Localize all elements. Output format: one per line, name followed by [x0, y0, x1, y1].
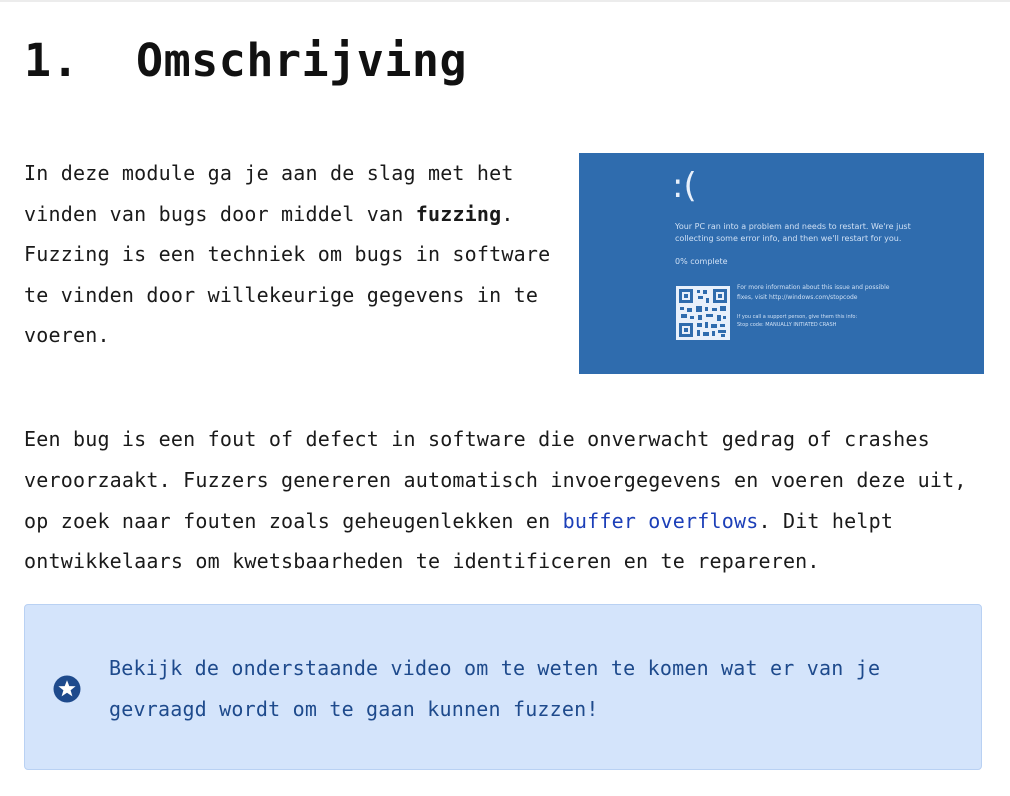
body-text-start: Een bug is een fout of defect in software die onverwacht gedrag of crashes veroorzaakt. Fuzzers genereren automatisch invoergegevens en voeren deze uit, op zoek naar fouten zoals geheugenlekken en: [24, 427, 967, 533]
bsod-support-text: If you call a support person, give them this info:: [737, 314, 858, 320]
bsod-info: For more information about this issue and possible fixes, visit http://windows.com/stopcode: [737, 284, 890, 301]
intro-text-start: In deze module ga je aan de slag met het vinden van bugs door middel van: [24, 161, 514, 226]
top-divider: [0, 0, 1010, 2]
bsod-frown: :(: [672, 166, 697, 206]
bsod-image: [579, 153, 984, 374]
section-title: Omschrijving: [136, 34, 468, 87]
intro-bold-term: fuzzing: [415, 201, 502, 226]
bsod-message: Your PC ran into a problem and needs to restart. We're just collecting some error info, and then we'll restart for you.: [675, 222, 911, 243]
qr-code-icon: [676, 286, 730, 340]
section-number: 1.: [24, 34, 80, 87]
callout-text: Bekijk de onderstaande video om te weten te komen wat er van je gevraagd wordt om te gaan kunnen fuzzen!: [109, 656, 881, 721]
bsod-progress: 0% complete: [675, 257, 728, 266]
intro-text-end: . Fuzzing is een techniek om bugs in software te vinden door willekeurige gegevens in te voeren.: [24, 201, 551, 347]
intro-paragraph: [24, 153, 559, 356]
bsod-stop-code-text: Stop code: MANUALLY INITIATED CRASH: [737, 322, 837, 328]
info-callout: [24, 604, 982, 770]
buffer-overflows-link[interactable]: buffer overflows: [562, 508, 759, 533]
body-paragraph: [24, 419, 994, 582]
body-text-end: . Dit helpt ontwikkelaars om kwetsbaarheden te identificeren en te repareren.: [24, 508, 894, 574]
bsod-stop-code: [737, 313, 907, 329]
page-title: [24, 34, 467, 87]
star-circle-icon: [53, 675, 81, 703]
